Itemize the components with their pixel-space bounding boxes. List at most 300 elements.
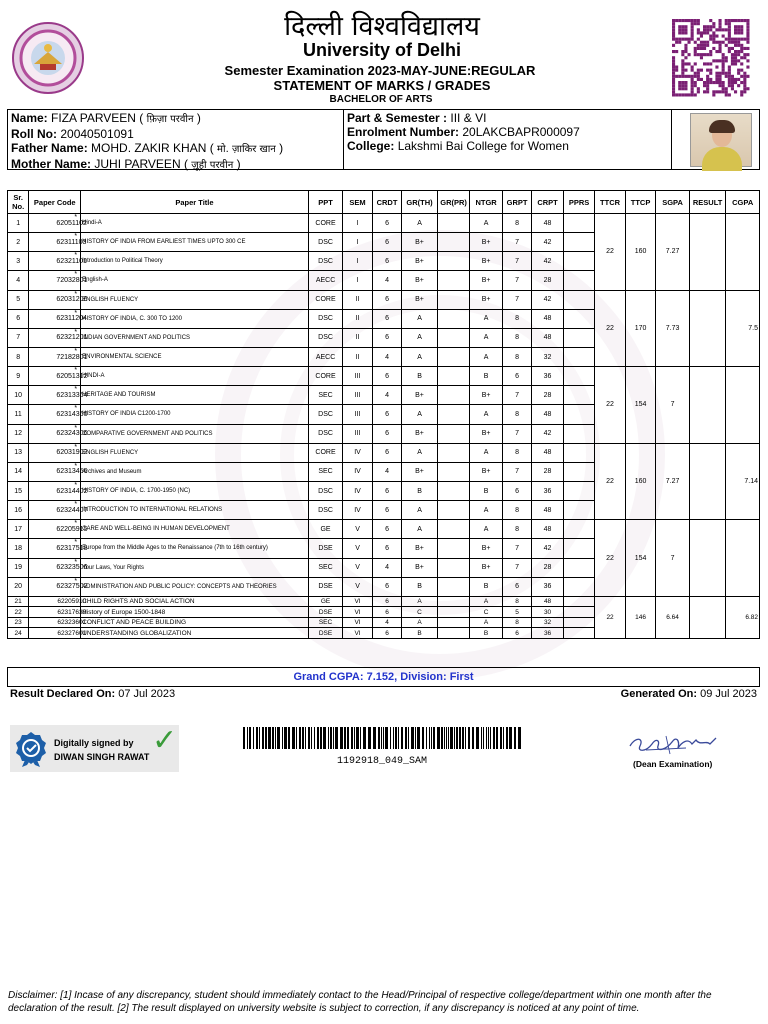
- paper-code-value: 62031902: [56, 449, 88, 457]
- semester-ttcp: 154: [625, 520, 655, 597]
- paper-code: [29, 252, 87, 271]
- net-grade: A: [470, 596, 503, 607]
- paper-code-value: 62324306: [56, 430, 88, 438]
- grade-practical: [437, 252, 470, 271]
- university-name-hindi: दिल्ली विश्वविद्यालय: [284, 11, 480, 42]
- semester: III: [343, 367, 372, 386]
- credit: 6: [372, 367, 401, 386]
- semester: VI: [343, 628, 372, 639]
- semester: II: [343, 309, 372, 328]
- credit: 6: [372, 501, 401, 520]
- grade-practical: [437, 424, 470, 443]
- semester-ttcr: 22: [595, 367, 625, 444]
- paper-result: [563, 424, 595, 443]
- paper-code-value: 62031206: [56, 296, 88, 304]
- semester-ttcr: 22: [595, 596, 625, 638]
- credit: 6: [372, 539, 401, 558]
- sr-no: 7: [8, 328, 29, 347]
- grade-point: 8: [502, 617, 531, 628]
- generated-label: Generated On:: [620, 688, 698, 700]
- name-close: ): [193, 111, 201, 125]
- paper-code-star: *: [74, 252, 78, 260]
- grade-point: 8: [502, 405, 531, 424]
- sr-no: 16: [8, 501, 29, 520]
- mother-name: JUHI PARVEEN (: [94, 157, 192, 171]
- paper-type: DSE: [308, 539, 343, 558]
- paper-code-star: *: [74, 309, 78, 317]
- credit: 6: [372, 290, 401, 309]
- paper-type: DSC: [308, 481, 343, 500]
- grade-point: 6: [502, 577, 531, 596]
- credit-point: 48: [532, 520, 564, 539]
- sr-no: 19: [8, 558, 29, 577]
- grade-theory: B+: [402, 271, 438, 290]
- paper-result: [563, 328, 595, 347]
- semester-sgpa: 7.73: [656, 290, 690, 367]
- grade-theory: A: [402, 309, 438, 328]
- grade-practical: [437, 347, 470, 366]
- grade-theory: B+: [402, 252, 438, 271]
- credit-point: 36: [532, 367, 564, 386]
- net-grade: B: [470, 577, 503, 596]
- credit: 4: [372, 617, 401, 628]
- net-grade: A: [470, 328, 503, 347]
- semester-ttcp: 146: [625, 596, 655, 638]
- column-header: TTCP: [625, 191, 655, 214]
- semester-cgpa: [726, 214, 760, 291]
- sr-no: 13: [8, 443, 29, 462]
- paper-result: [563, 443, 595, 462]
- statement-title: STATEMENT OF MARKS / GRADES: [273, 78, 491, 93]
- paper-code: [29, 367, 88, 386]
- net-grade: B: [470, 367, 503, 386]
- credit: 4: [372, 271, 401, 290]
- qr-code: [670, 18, 752, 96]
- semester-ttcr: 22: [595, 520, 625, 597]
- roll-number: 20040501091: [60, 127, 134, 141]
- paper-code-value: 62324407: [56, 506, 88, 514]
- semester: I: [343, 252, 372, 271]
- programme-name: BACHELOR OF ARTS: [329, 94, 433, 105]
- semester-sgpa: 7: [656, 520, 690, 597]
- sr-no: 10: [8, 386, 29, 405]
- paper-result: [563, 233, 595, 252]
- column-header: CRPT: [532, 191, 564, 214]
- grade-theory: A: [402, 405, 438, 424]
- column-header: PPT: [308, 191, 343, 214]
- paper-code-star: *: [74, 271, 78, 279]
- column-header: CGPA: [726, 191, 760, 214]
- paper-code-value: 62205915: [56, 525, 88, 533]
- credit-point: 28: [532, 462, 564, 481]
- paper-code-value: 62317518: [56, 544, 88, 552]
- grade-point: 8: [502, 347, 531, 366]
- semester: VI: [343, 617, 372, 628]
- grade-practical: [437, 405, 470, 424]
- semester: II: [343, 347, 372, 366]
- paper-code: [29, 596, 87, 607]
- paper-code: [29, 214, 87, 233]
- paper-result: [563, 405, 595, 424]
- semester-result: [689, 290, 726, 367]
- semester-sgpa: 7: [656, 367, 690, 444]
- column-header: TTCR: [595, 191, 625, 214]
- student-name-hindi: फ़िज़ा परवीन: [146, 114, 194, 125]
- paper-code: [29, 309, 87, 328]
- paper-result: [563, 596, 595, 607]
- net-grade: B: [470, 481, 503, 500]
- paper-result: [563, 252, 595, 271]
- table-row: [8, 367, 760, 386]
- sr-no: 3: [8, 252, 29, 271]
- paper-title: HISTORY OF INDIA FROM EARLIEST TIMES UPTO 300 CE: [81, 233, 309, 252]
- name-line: [11, 111, 340, 127]
- paper-code: [29, 501, 88, 520]
- father-label: Father Name:: [11, 141, 88, 155]
- paper-result: [563, 271, 595, 290]
- grade-practical: [437, 462, 470, 481]
- paper-code-star: *: [74, 386, 78, 394]
- grade-theory: B: [402, 628, 438, 639]
- verified-seal-icon: [15, 731, 47, 767]
- paper-code-value: 62323506: [56, 564, 88, 572]
- student-photo: [690, 113, 752, 167]
- college-label: College:: [347, 139, 395, 153]
- paper-code-value: 62321201: [56, 334, 88, 342]
- credit-point: 28: [532, 558, 564, 577]
- paper-code-value: 62327601: [57, 629, 87, 637]
- credit: 4: [372, 558, 401, 577]
- paper-code: [29, 577, 88, 596]
- net-grade: B+: [470, 558, 503, 577]
- result-declared: [10, 688, 175, 700]
- mother-label: Mother Name:: [11, 157, 92, 171]
- grade-practical: [437, 539, 470, 558]
- sr-no: 9: [8, 367, 29, 386]
- paper-code: [29, 443, 88, 462]
- sr-no: 21: [8, 596, 29, 607]
- table-body: [8, 214, 760, 639]
- student-info-box: [7, 109, 760, 170]
- semester-sgpa: 7.27: [656, 214, 690, 291]
- paper-result: [563, 501, 595, 520]
- college-line: [347, 139, 668, 153]
- grade-point: 7: [502, 424, 531, 443]
- grade-point: 7: [502, 271, 531, 290]
- semester-cgpa: [726, 367, 760, 444]
- credit: 6: [372, 309, 401, 328]
- paper-type: DSC: [308, 424, 343, 443]
- column-header: PPRS: [563, 191, 595, 214]
- grade-point: 7: [502, 233, 531, 252]
- grade-practical: [437, 309, 470, 328]
- sr-no: 6: [8, 309, 29, 328]
- paper-code-value: 62051102: [56, 219, 87, 227]
- paper-type: SEC: [308, 617, 343, 628]
- paper-title: Archives and Museum: [81, 462, 309, 481]
- paper-title: History of Europe 1500-1848: [81, 607, 309, 618]
- father-line: [11, 141, 340, 157]
- semester: III: [343, 424, 372, 443]
- net-grade: A: [470, 443, 503, 462]
- paper-type: SEC: [308, 462, 343, 481]
- paper-type: DSC: [308, 252, 343, 271]
- paper-code: [29, 424, 88, 443]
- paper-type: GE: [308, 596, 343, 607]
- paper-code-value: 62321101: [56, 257, 87, 265]
- semester: II: [343, 328, 372, 347]
- credit-point: 48: [532, 328, 564, 347]
- credit-point: 36: [532, 577, 564, 596]
- grade-practical: [437, 233, 470, 252]
- paper-type: DSC: [308, 328, 343, 347]
- semester-cgpa: 7.5: [726, 290, 760, 367]
- father-close: ): [275, 141, 284, 155]
- paper-title: ADMINISTRATION AND PUBLIC POLICY: CONCEPTS AND THEORIES: [81, 577, 309, 596]
- credit: 6: [372, 405, 401, 424]
- paper-type: GE: [308, 520, 343, 539]
- sr-no: 2: [8, 233, 29, 252]
- paper-type: CORE: [308, 443, 343, 462]
- paper-code: [29, 233, 87, 252]
- grade-theory: B+: [402, 386, 438, 405]
- sr-no: 5: [8, 290, 29, 309]
- paper-title: CARE AND WELL-BEING IN HUMAN DEVELOPMENT: [81, 520, 309, 539]
- father-name: MOHD. ZAKIR KHAN (: [91, 141, 218, 155]
- credit-point: 28: [532, 271, 564, 290]
- credit: 6: [372, 443, 401, 462]
- credit-point: 32: [532, 347, 564, 366]
- roll-label: Roll No:: [11, 127, 57, 141]
- semester: V: [343, 558, 372, 577]
- paper-result: [563, 290, 595, 309]
- grade-theory: B: [402, 577, 438, 596]
- table-row: [8, 290, 760, 309]
- paper-title: UNDERSTANDING GLOBALIZATION: [81, 628, 309, 639]
- grand-cgpa: Grand CGPA: 7.152, Division: First: [7, 667, 760, 687]
- table-row: [8, 520, 760, 539]
- grade-practical: [437, 596, 470, 607]
- semester: III: [343, 405, 372, 424]
- net-grade: B+: [470, 252, 503, 271]
- net-grade: B+: [470, 271, 503, 290]
- dean-examination-label: (Dean Examination): [633, 759, 713, 769]
- paper-code-star: *: [74, 233, 78, 241]
- paper-type: SEC: [308, 386, 343, 405]
- grade-theory: A: [402, 596, 438, 607]
- paper-code-value: 62313456: [56, 468, 88, 476]
- paper-type: CORE: [308, 214, 343, 233]
- grade-point: 7: [502, 290, 531, 309]
- paper-code-value: 72182801: [56, 353, 88, 361]
- sr-no: 20: [8, 577, 29, 596]
- column-header: Paper Title: [81, 191, 309, 214]
- roll-line: [11, 127, 340, 141]
- dean-signature: [626, 730, 721, 758]
- column-header: GRPT: [502, 191, 531, 214]
- paper-type: DSC: [308, 309, 343, 328]
- paper-type: DSC: [308, 405, 343, 424]
- paper-title: English-A: [81, 271, 309, 290]
- part-label: Part & Semester :: [347, 111, 448, 125]
- grade-theory: B+: [402, 539, 438, 558]
- paper-type: CORE: [308, 290, 343, 309]
- paper-code-value: 72032801: [56, 276, 88, 284]
- column-header: CRDT: [372, 191, 401, 214]
- credit-point: 36: [532, 628, 564, 639]
- grade-point: 6: [502, 628, 531, 639]
- digital-signature: [10, 725, 179, 772]
- semester: I: [343, 233, 372, 252]
- credit-point: 48: [532, 501, 564, 520]
- paper-code-star: *: [74, 520, 78, 528]
- paper-code: [29, 347, 88, 366]
- grade-practical: [437, 628, 470, 639]
- name-label: Name:: [11, 111, 48, 125]
- grade-practical: [437, 214, 470, 233]
- credit: 6: [372, 233, 401, 252]
- university-name: University of Delhi: [302, 40, 462, 60]
- column-header: GR(TH): [402, 191, 438, 214]
- paper-code-star: *: [74, 214, 78, 221]
- paper-code-star: *: [74, 558, 78, 566]
- column-header: SGPA: [656, 191, 690, 214]
- semester-sgpa: 6.64: [656, 596, 690, 638]
- credit: 6: [372, 607, 401, 618]
- grade-theory: B+: [402, 462, 438, 481]
- college-name: Lakshmi Bai College for Women: [397, 139, 569, 153]
- column-header: GR(PR): [437, 191, 470, 214]
- grade-point: 8: [502, 520, 531, 539]
- paper-code: [29, 607, 87, 618]
- grade-practical: [437, 558, 470, 577]
- paper-code-star: *: [74, 405, 78, 413]
- paper-type: AECC: [308, 271, 343, 290]
- grade-practical: [437, 481, 470, 500]
- net-grade: B: [470, 628, 503, 639]
- enrolment-number: 20LAKCBAPR000097: [462, 125, 580, 139]
- semester-ttcp: 170: [625, 290, 655, 367]
- paper-type: AECC: [308, 347, 343, 366]
- sr-no: 1: [8, 214, 29, 233]
- paper-title: Introduction to Political Theory: [81, 252, 309, 271]
- grade-point: 8: [502, 596, 531, 607]
- paper-code: [29, 628, 87, 639]
- grade-point: 8: [502, 309, 531, 328]
- part-line: [347, 111, 668, 125]
- paper-title: INTRODUCTION TO INTERNATIONAL RELATIONS: [81, 501, 309, 520]
- enrol-line: [347, 125, 668, 139]
- credit-point: 48: [532, 596, 564, 607]
- grade-theory: A: [402, 214, 438, 233]
- paper-title: CONFLICT AND PEACE BUILDING: [81, 617, 309, 628]
- sr-no: 24: [8, 628, 29, 639]
- sr-no: 11: [8, 405, 29, 424]
- grade-point: 7: [502, 539, 531, 558]
- credit: 6: [372, 481, 401, 500]
- paper-code-star: *: [74, 367, 78, 375]
- paper-result: [563, 607, 595, 618]
- grade-point: 5: [502, 607, 531, 618]
- paper-title: Hindi-A: [81, 214, 309, 233]
- semester: IV: [343, 443, 372, 462]
- enrol-label: Enrolment Number:: [347, 125, 460, 139]
- paper-code-value: 62317639: [57, 608, 87, 616]
- paper-result: [563, 539, 595, 558]
- sr-no: 18: [8, 539, 29, 558]
- paper-type: DSE: [308, 628, 343, 639]
- credit: 6: [372, 252, 401, 271]
- paper-title: COMPARATIVE GOVERNMENT AND POLITICS: [81, 424, 309, 443]
- grade-point: 7: [502, 386, 531, 405]
- father-name-hindi: मो. ज़ाकिर खान: [217, 144, 276, 155]
- paper-title: ENGLISH FLUENCY: [81, 290, 309, 309]
- semester-result: [689, 443, 726, 520]
- grade-practical: [437, 290, 470, 309]
- semester-ttcp: 160: [625, 214, 655, 291]
- paper-code-value: 62313364: [56, 391, 88, 399]
- semester-ttcr: 22: [595, 290, 625, 367]
- paper-title: Europe from the Middle Ages to the Renaissance (7th to 16th century): [81, 539, 309, 558]
- credit-point: 42: [532, 539, 564, 558]
- enrolment-details: [344, 110, 672, 169]
- column-header: Sr. No.: [8, 191, 29, 214]
- paper-result: [563, 214, 595, 233]
- column-header: RESULT: [689, 191, 726, 214]
- student-details: [8, 110, 344, 169]
- exam-title: Semester Examination 2023-MAY-JUNE:REGULAR: [224, 63, 536, 78]
- credit-point: 48: [532, 405, 564, 424]
- paper-title: HISTORY OF INDIA C1200-1700: [81, 405, 309, 424]
- grade-theory: B+: [402, 558, 438, 577]
- paper-result: [563, 558, 595, 577]
- paper-result: [563, 347, 595, 366]
- semester: V: [343, 577, 372, 596]
- grade-theory: A: [402, 328, 438, 347]
- grade-point: 7: [502, 462, 531, 481]
- sr-no: 15: [8, 481, 29, 500]
- semester-ttcp: 154: [625, 367, 655, 444]
- grade-theory: A: [402, 443, 438, 462]
- paper-code: [29, 539, 88, 558]
- credit-point: 42: [532, 252, 564, 271]
- paper-code: [29, 405, 88, 424]
- paper-code-value: 62314360: [56, 410, 88, 418]
- net-grade: A: [470, 405, 503, 424]
- column-header: SEM: [343, 191, 372, 214]
- table-row: [8, 443, 760, 462]
- grade-practical: [437, 271, 470, 290]
- grade-theory: C: [402, 607, 438, 618]
- grade-practical: [437, 367, 470, 386]
- generated-date: 09 Jul 2023: [700, 688, 757, 700]
- semester-cgpa: 6.82: [726, 596, 760, 638]
- paper-code-star: *: [74, 577, 78, 585]
- paper-result: [563, 481, 595, 500]
- semester: V: [343, 520, 372, 539]
- net-grade: A: [470, 309, 503, 328]
- paper-code-value: 62314402: [56, 487, 88, 495]
- mother-name-hindi: ज़ूही परवीन: [191, 160, 234, 171]
- signed-by-label: Digitally signed by: [54, 738, 134, 748]
- paper-type: DSE: [308, 577, 343, 596]
- credit-point: 42: [532, 424, 564, 443]
- semester: III: [343, 386, 372, 405]
- paper-title: HERITAGE AND TOURISM: [81, 386, 309, 405]
- sr-no: 4: [8, 271, 29, 290]
- barcode: [243, 727, 523, 749]
- grade-point: 8: [502, 501, 531, 520]
